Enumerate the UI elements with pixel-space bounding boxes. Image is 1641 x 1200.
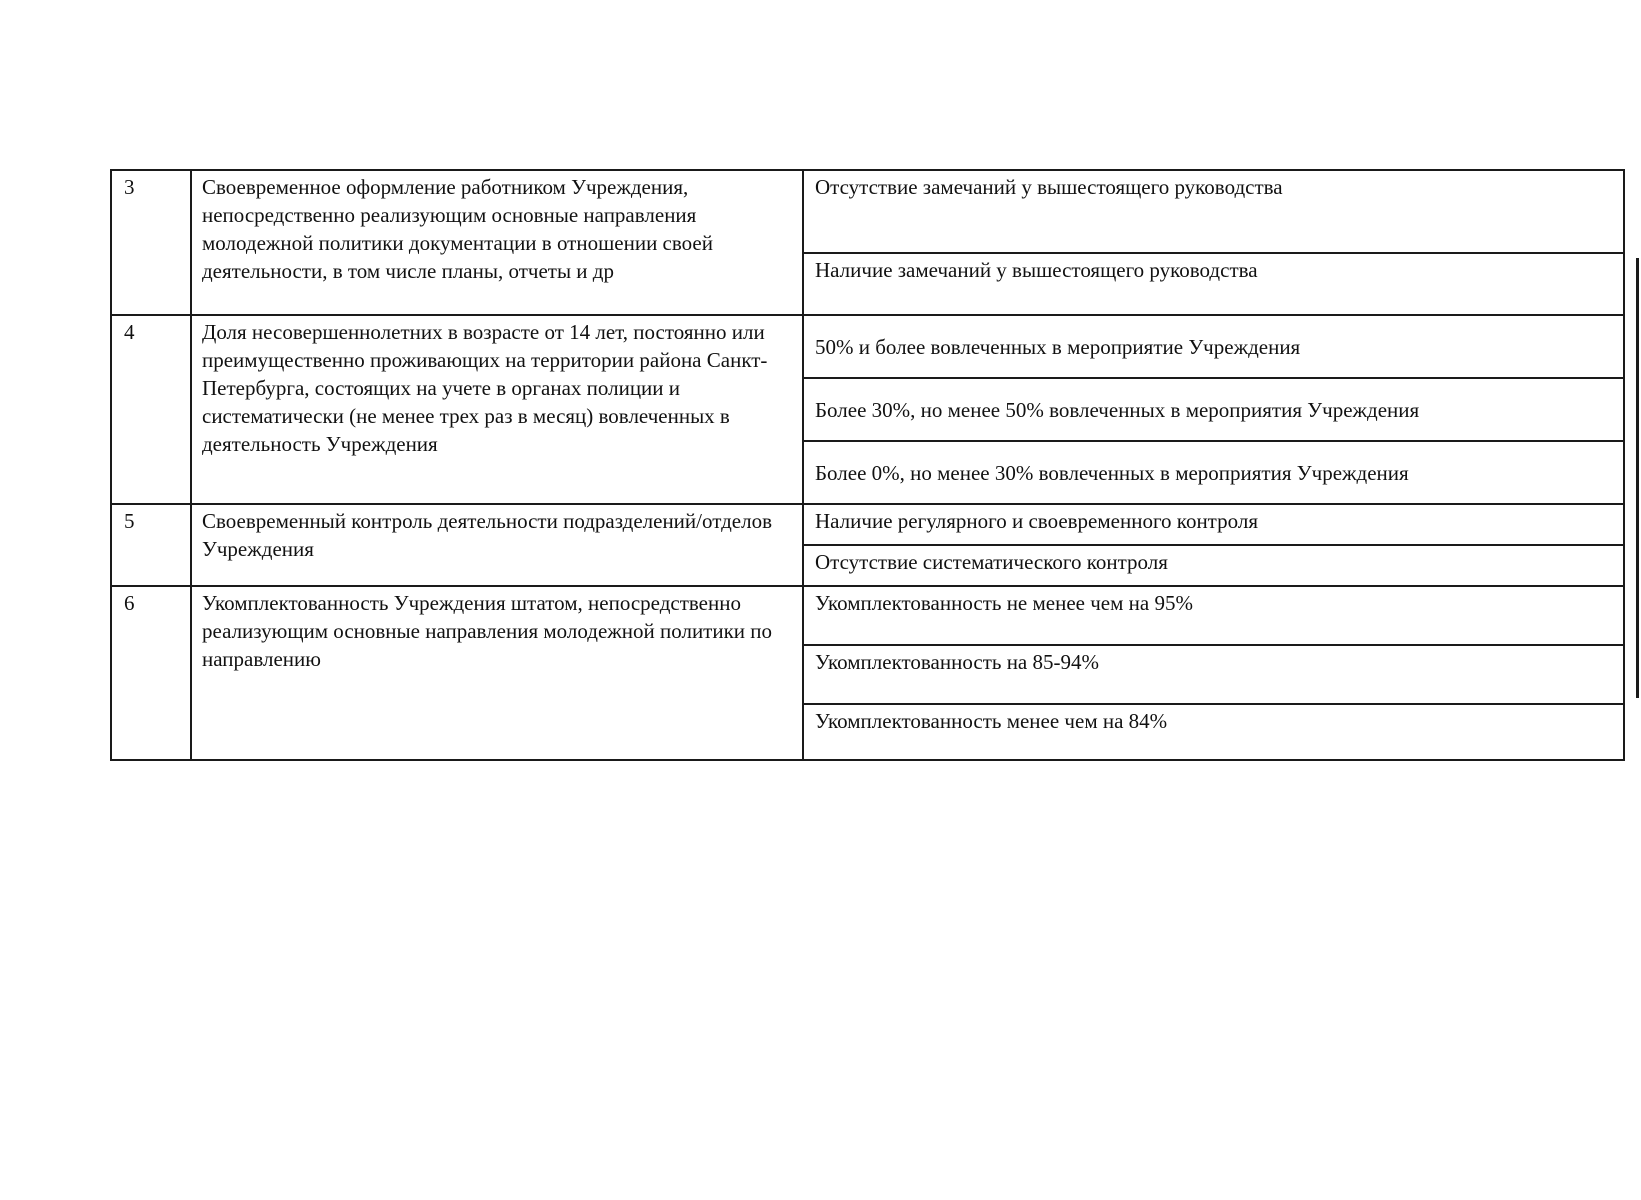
value-option-text: Более 30%, но менее 50% вовлеченных в мероприятия Учреждения [815, 397, 1420, 422]
value-option-text: Более 0%, но менее 30% вовлеченных в мероприятия Учреждения [815, 460, 1409, 485]
value-option: Укомплектованность менее чем на 84% [815, 709, 1168, 733]
criterion-text: Своевременное оформление работником Учреждения, непосредственно реализующим основные направления молодежной политики документации в отношении своей деятельности, в том числе планы, отчеты и др [192, 171, 804, 314]
value-option-text: 50% и более вовлеченных в мероприятие Учреждения [815, 334, 1301, 359]
value-column [804, 316, 1623, 503]
criteria-table [110, 169, 1625, 761]
row-number: 3 [112, 171, 192, 314]
value-column [804, 587, 1623, 759]
table-row [112, 171, 1623, 316]
table-row [112, 316, 1623, 505]
scan-edge-artifact [1636, 258, 1639, 698]
value-option: Отсутствие замечаний у вышестоящего руководства [804, 171, 1623, 254]
row-number: 6 [112, 587, 192, 759]
value-option [804, 379, 1623, 442]
value-option [804, 442, 1623, 503]
row-number: 5 [112, 505, 192, 585]
value-option [804, 316, 1623, 379]
table-row [112, 505, 1623, 587]
value-option: Укомплектованность не менее чем на 95% [804, 587, 1623, 646]
value-option: Наличие регулярного и своевременного контроля [804, 505, 1623, 546]
row-number: 4 [112, 316, 192, 503]
value-option: Укомплектованность на 85-94% [804, 646, 1623, 705]
criterion-text: Доля несовершеннолетних в возрасте от 14 лет, постоянно или преимущественно проживающих на территории района Санкт-Петербурга, состоящих на учете в органах полиции и систематически (не менее трех раз в месяц) вовлеченных в деятельность Учреждения [192, 316, 804, 503]
value-option: Отсутствие систематического контроля [815, 550, 1168, 574]
criterion-text: Укомплектованность Учреждения штатом, непосредственно реализующим основные направления молодежной политики по направлению [192, 587, 804, 759]
value-option: Наличие замечаний у вышестоящего руководства [815, 258, 1258, 282]
value-column [804, 505, 1623, 585]
table-row [112, 587, 1623, 759]
value-column [804, 171, 1623, 314]
criterion-text: Своевременный контроль деятельности подразделений/отделов Учреждения [192, 505, 804, 585]
